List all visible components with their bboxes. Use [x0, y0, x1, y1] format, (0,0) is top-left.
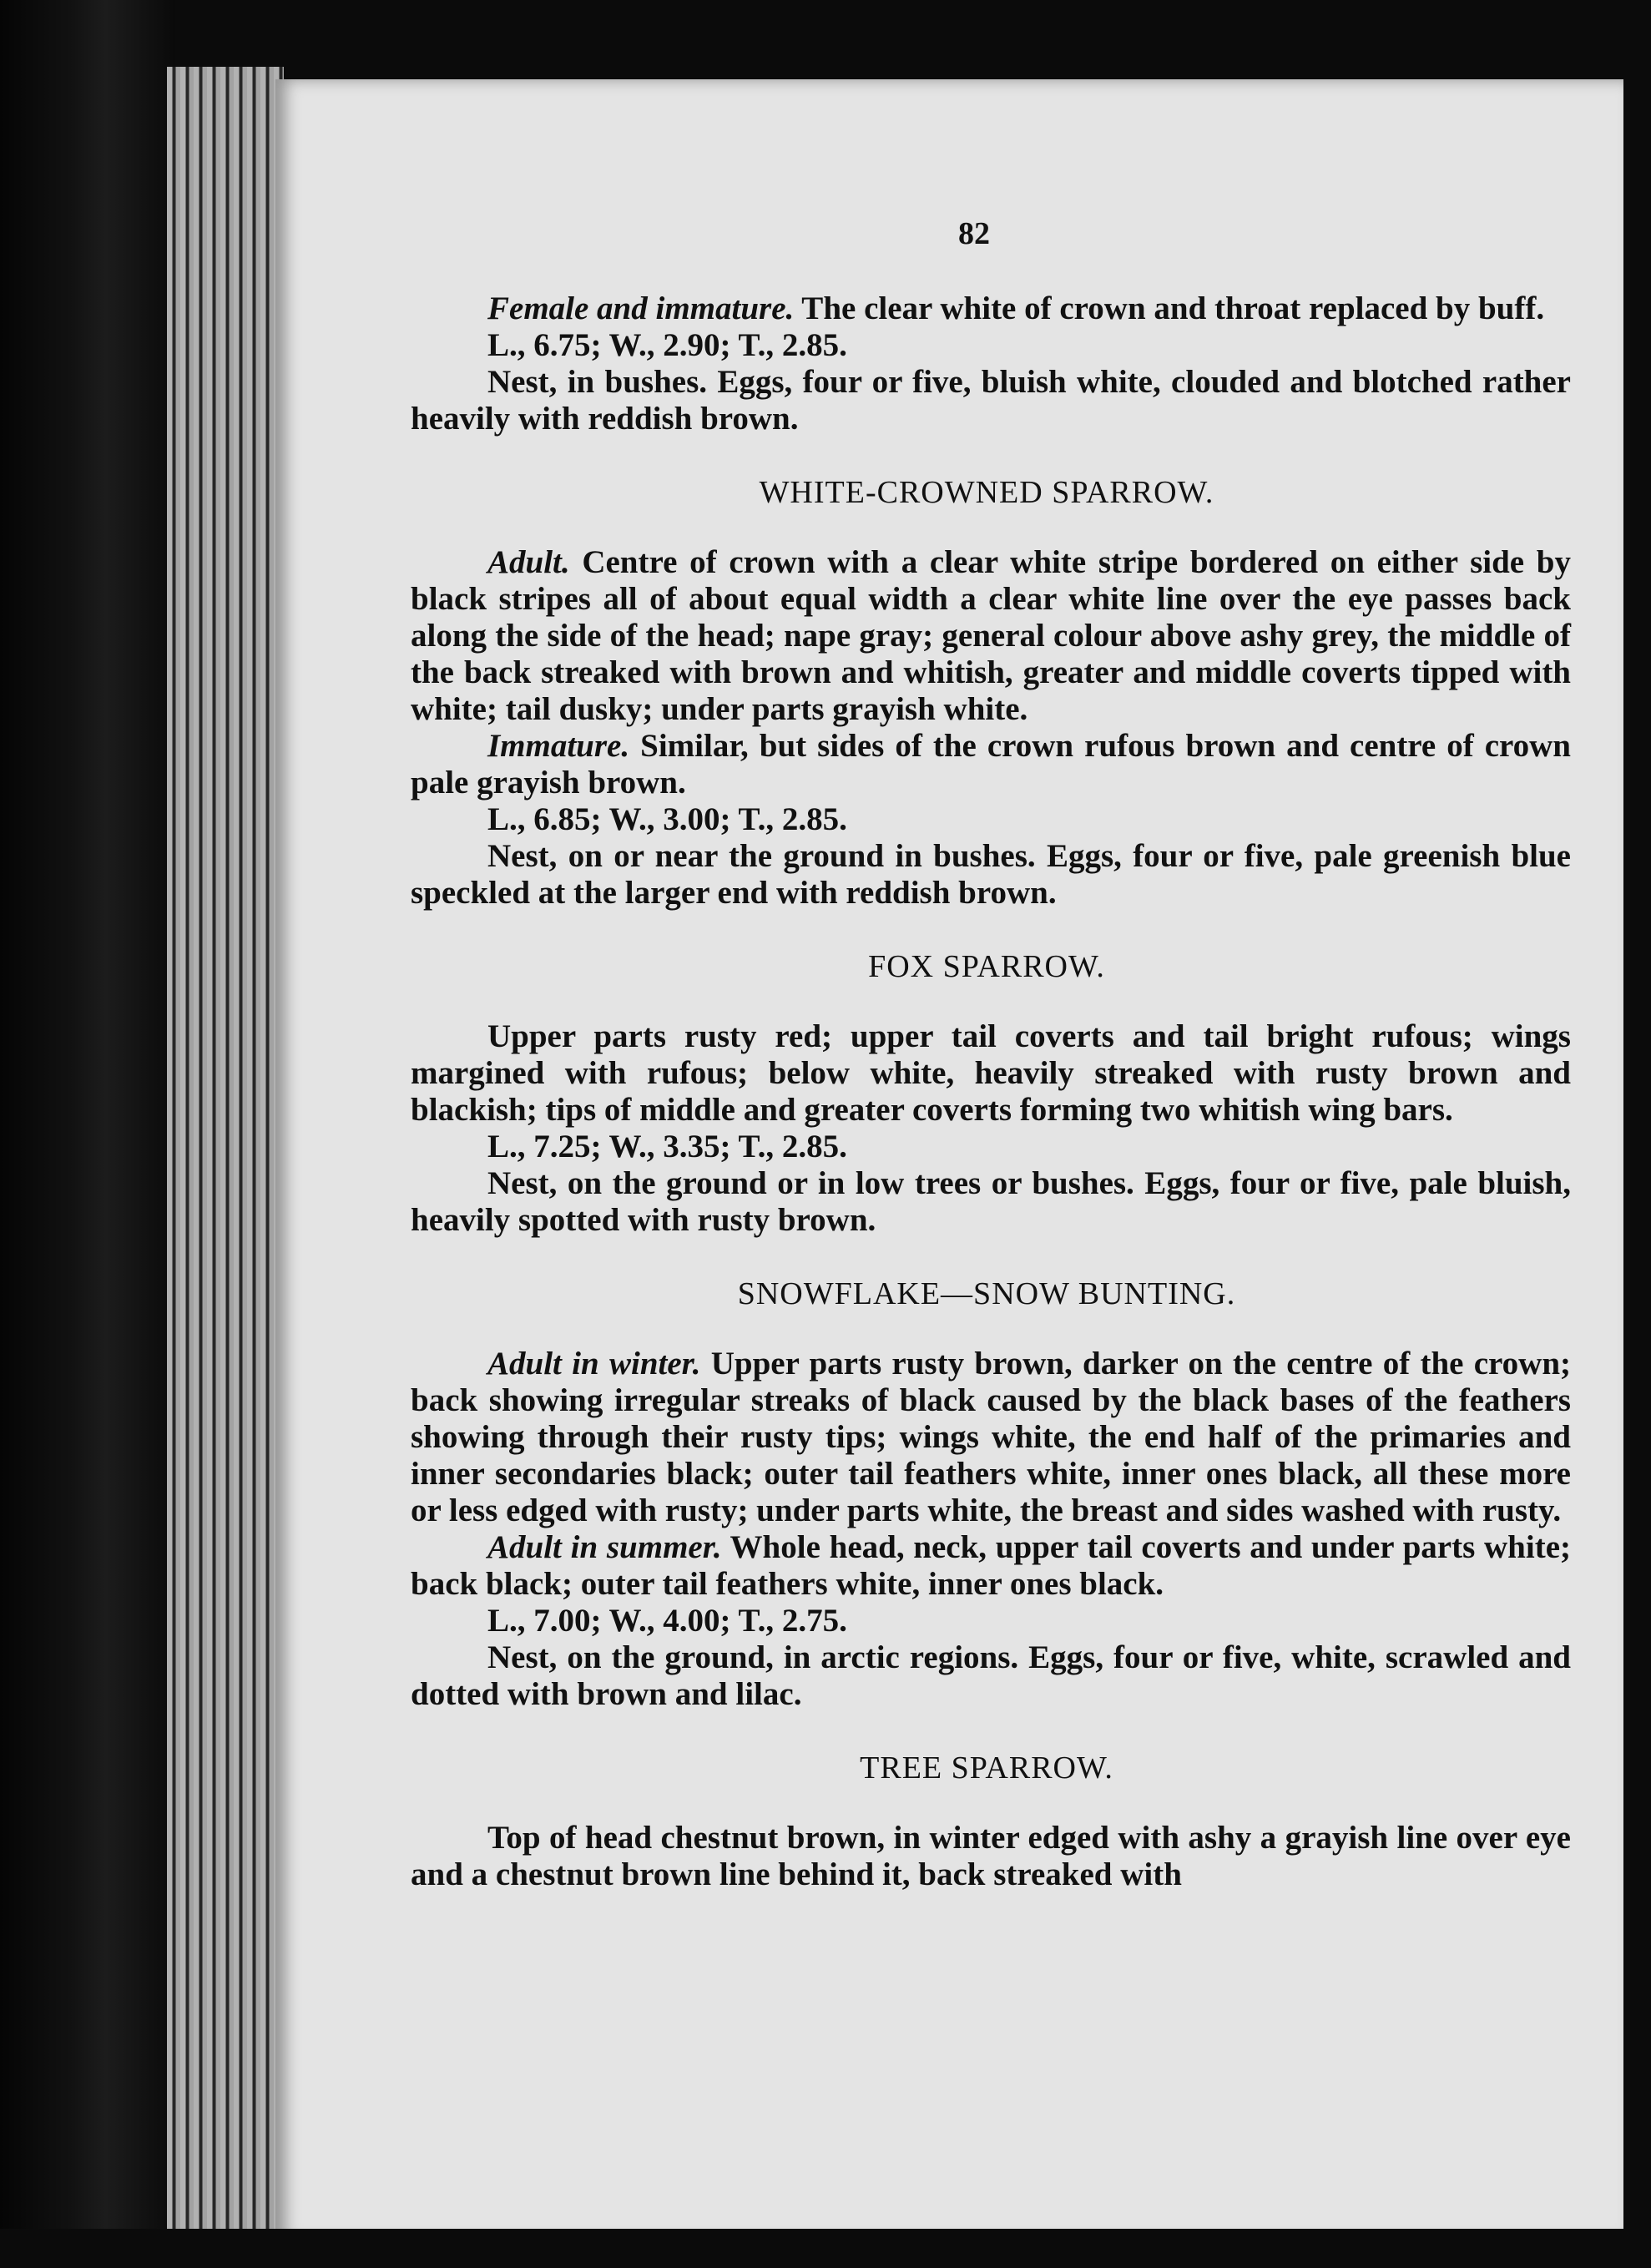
adult-label: Adult. — [487, 544, 570, 580]
winter-text: Upper parts rusty brown, darker on the centre of the crown; back showing irregular streaks of black caused by the black bases of the feathers showing through their rusty tips; wings white, the end half of the primaries and inner secondaries black; outer tail feathers white, inner ones black, all these more or less edged with rusty; under parts white, the breast and sides washed with rusty. — [411, 1346, 1572, 1528]
fox-measurements: L., 7.25; W., 3.35; T., 2.85. — [487, 1129, 847, 1164]
intro-nest: Nest, in bushes. Eggs, four or five, bluish white, clouded and blotched rather heavily with reddish brown. — [411, 364, 1571, 437]
snowflake-nest: Nest, on the ground, in arctic regions. Eggs, four or five, white, scrawled and dotted with brown and lilac. — [411, 1639, 1571, 1712]
white-crowned-immature — [411, 728, 1571, 801]
heading-snowflake: SNOWFLAKE—SNOW BUNTING. — [737, 1276, 1236, 1311]
female-paragraph — [411, 290, 1571, 327]
immature-label: Immature. — [487, 728, 630, 764]
tree-description: Top of head chestnut brown, in winter edged with ashy a grayish line over eye and a chestnut brown line behind it, back streaked with — [411, 1820, 1571, 1892]
summer-text: Whole head, neck, upper tail coverts and under parts white; back black; outer tail feathers white, inner ones black. — [411, 1529, 1571, 1602]
female-text: The clear white of crown and throat replaced by buff. — [794, 290, 1545, 326]
female-label: Female and immature. — [487, 290, 795, 326]
fox-nest: Nest, on the ground or in low trees or bushes. Eggs, four or five, pale bluish, heavily spotted with rusty brown. — [411, 1165, 1571, 1238]
heading-white-crowned: WHITE-CROWNED SPARROW. — [759, 475, 1214, 510]
adult-text: Centre of crown with a clear white stripe bordered on either side by black stripes all of about equal width a clear white line over the eye passes back along the side of the head; nape gray; general colour above ashy grey, the middle of the back streaked with brown and whitish, greater and middle coverts tipped with white; tail dusky; under parts grayish white. — [411, 544, 1571, 727]
white-crowned-nest: Nest, on or near the ground in bushes. Eggs, four or five, pale greenish blue speckled at the larger end with reddish brown. — [411, 838, 1571, 911]
immature-text: Similar, but sides of the crown rufous brown and centre of crown pale grayish brown. — [411, 728, 1571, 801]
heading-tree: TREE SPARROW. — [860, 1750, 1113, 1786]
fox-description: Upper parts rusty red; upper tail coverts and tail bright rufous; wings margined with rufous; below white, heavily streaked with rusty brown and blackish; tips of middle and greater coverts forming two whitish wing bars. — [411, 1018, 1571, 1128]
scan-border-bottom — [0, 2229, 1651, 2268]
page-text — [411, 215, 1571, 1893]
page-number: 82 — [958, 216, 990, 251]
intro-measurements: L., 6.75; W., 2.90; T., 2.85. — [487, 327, 847, 363]
winter-label: Adult in winter. — [487, 1346, 701, 1382]
page-stack-edge — [167, 67, 284, 2237]
scan-border-left — [0, 0, 175, 2268]
white-crowned-adult — [411, 544, 1571, 728]
snowflake-winter — [411, 1346, 1571, 1529]
summer-label: Adult in summer. — [487, 1529, 722, 1565]
snowflake-measurements: L., 7.00; W., 4.00; T., 2.75. — [487, 1603, 847, 1639]
heading-fox: FOX SPARROW. — [868, 949, 1105, 984]
snowflake-summer — [411, 1529, 1571, 1603]
white-crowned-measurements: L., 6.85; W., 3.00; T., 2.85. — [487, 801, 847, 837]
